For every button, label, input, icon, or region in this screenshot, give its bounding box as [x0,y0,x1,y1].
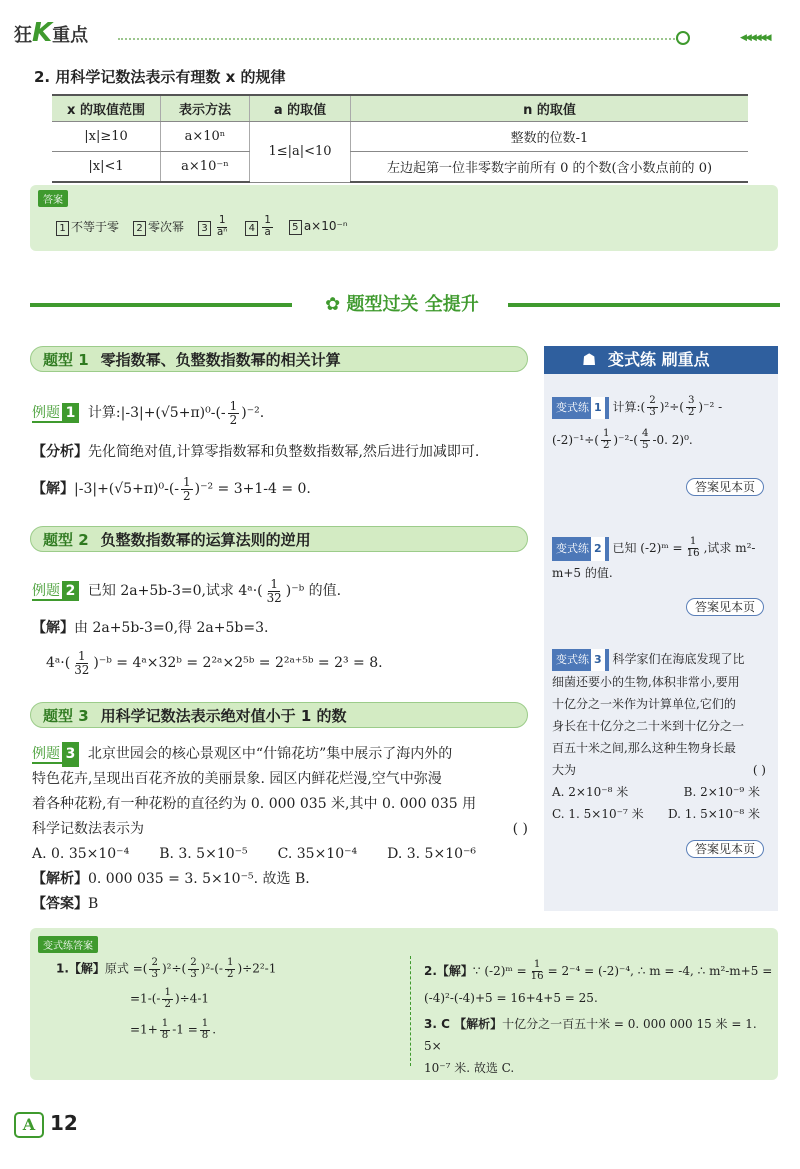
example-2-solution-line: 4ᵃ·( $\frac{1}{32}$ )⁻ᵇ = 4ᵃ×32ᵇ = 2²ᵃ×2⁵ᵇ = 2²ᵃ⁺⁵ᵇ = 2³ = 8. [46,649,383,677]
example-1-problem: 例题 1 计算:|-3|+(√5+π)⁰-(- $\frac{1}{2}$ )⁻². [32,399,265,427]
variant-answer-label: 变式练答案 [38,936,98,953]
answer-item: 3 $\frac{1}{\text{aⁿ}}$ [198,216,231,238]
rule-table [52,94,748,183]
variant-label: 变式练 2 [552,537,609,561]
answer-item: 1 不等于零 [56,218,119,236]
example-3-answer: 【答案】B [32,896,99,912]
variant-2: 变式练 2 已知 (-2)ᵐ = $\frac{1}{16}$ ,试求 m²- m+5 的值. [552,536,756,580]
problem-line: 科学记数法表示为 ( ) [32,821,528,837]
example-label: 例题 2 [32,583,79,601]
options-row [32,842,532,867]
table-cell: |x|≥10 [52,122,161,152]
section-divider [30,303,292,307]
page-compass-icon: A [14,1112,44,1138]
example-1-solution: 【解】|-3|+(√5+π)⁰-(- $\frac{1}{2}$ )⁻² = 3+1-4 = 0. [32,475,311,503]
section-heading: 2. 用科学记数法表示有理数 x 的规律 [34,68,286,86]
example-2-problem: 例题 2 已知 2a+5b-3=0,试求 4ᵃ·( $\frac{1}{32}$ )⁻ᵇ 的值. [32,577,342,605]
variant-answer-1: 1.【解】原式 =( $\frac{2}{3}$ )²÷( $\frac{2}{3}$ )²-(- $\frac{1}{2}$ )÷2²-1 =1-(- $\frac{1}{2}$ )÷4-1 =1+ $\frac{1}{8}$ -1 = $\frac{1}{8}$ . [56,957,277,1041]
answer-item: 5 a×10⁻ⁿ [289,219,348,235]
table-header: n 的取值 [351,95,749,122]
answer-divider [410,956,412,1066]
option: B. 3. 5×10⁻⁵ [159,846,248,862]
table-cell: a×10ⁿ [161,122,250,152]
topic-bar: 题型 2 负整数指数幂的运算法则的逆用 [30,526,528,552]
table-header: x 的取值范围 [52,95,161,122]
example-3-problem [32,742,532,917]
table-cell: 1≤|a|<10 [250,122,351,183]
see-answer-button[interactable]: 答案见本页 [686,478,764,495]
variant-3: 变式练 3 科学家们在海底发现了比 细菌还要小的生物,体积非常小,要用 十亿分之一米作为计算单位,它们的 身长在十亿分之二十米到十亿分之一 百五十米之间,那么这种生物身长最 大为 ( ) A. 2×10⁻⁸ 米 B. 2×10⁻⁹ 米 C. 1. 5×10⁻⁷ 米 D. 1. 5×10⁻⁸ 米 [552,648,774,825]
variant-1: 变式练 1 计算:( $\frac{2}{3}$ )²÷( $\frac{3}{2}$ )⁻² - (-2)⁻¹÷( $\frac{1}{2}$ )⁻²-( $\frac{4}{5}$ -0. 2)⁰. [552,395,723,451]
topic-bar: 题型 1 零指数幂、负整数指数幂的相关计算 [30,346,528,372]
problem-line: 着各种花粉,有一种花粉的直径约为 0. 000 035 米,其中 0. 000 035 用 [32,796,477,812]
answer-item: 4 $\frac{1}{a}$ [245,216,274,238]
answer-items [56,216,348,238]
table-header: 表示方法 [161,95,250,122]
header-dotted-line [118,38,678,40]
table-cell: 左边起第一位非零数字前所有 0 的个数(含小数点前的 0) [351,152,749,183]
header-arrow-icon: ◀◀◀◀◀◀ [740,33,770,43]
example-3-jiexi: 【解析】0. 000 035 = 3. 5×10⁻⁵. 故选 B. [32,871,310,887]
see-answer-button[interactable]: 答案见本页 [686,840,764,857]
problem-line: 特色花卉,呈现出百花齐放的美丽景象. 园区内鲜花烂漫,空气中弥漫 [32,771,442,787]
example-label: 例题 3 [32,746,79,764]
answer-item: 2 零次幂 [133,218,184,236]
variant-answer-2: 2.【解】∵ (-2)ᵐ = $\frac{1}{16}$ = 2⁻⁴ = (-2)⁻⁴, ∴ m = -4, ∴ m²-m+5 = (-4)²-(-4)+5 = 16+4+5 = 25. 3. C 【解析】十亿分之一百五十米 = 0. 000 000 15 米 = 1. 5× 10⁻⁷ 米. 故选 C. [424,959,773,1075]
problem-line: 例题 3 北京世园会的核心景观区中“什锦花坊”集中展示了海内外的 [32,742,532,767]
section-emblem-icon: ✿ [325,294,347,315]
example-label: 例题 1 [32,405,79,423]
side-panel-title: ☗ 变式练 刷重点 [544,346,778,374]
option: D. 3. 5×10⁻⁶ [387,846,477,862]
topic-bar: 题型 3 用科学记数法表示绝对值小于 1 的数 [30,702,528,728]
person-icon: ☗ [582,350,597,369]
variant-label: 变式练 1 [552,397,609,419]
table-header: a 的取值 [250,95,351,122]
option: A. 0. 35×10⁻⁴ [32,846,130,862]
header-logo: 狂K重点 [14,18,89,48]
example-2-solution: 【解】由 2a+5b-3=0,得 2a+5b=3. [32,620,269,636]
see-answer-button[interactable]: 答案见本页 [686,598,764,615]
header-circle-icon [676,31,690,45]
section-title: ✿ 题型过关 全提升 [325,294,479,315]
page-number: 12 [50,1111,78,1135]
table-cell: |x|<1 [52,152,161,183]
option: C. 35×10⁻⁴ [277,846,358,862]
table-cell: 整数的位数-1 [351,122,749,152]
example-1-analysis: 【分析】先化简绝对值,计算零指数幂和负整数指数幂,然后进行加减即可. [32,444,480,460]
variant-label: 变式练 3 [552,649,609,671]
section-divider [508,303,780,307]
table-cell: a×10⁻ⁿ [161,152,250,183]
answer-label: 答案 [38,190,68,207]
